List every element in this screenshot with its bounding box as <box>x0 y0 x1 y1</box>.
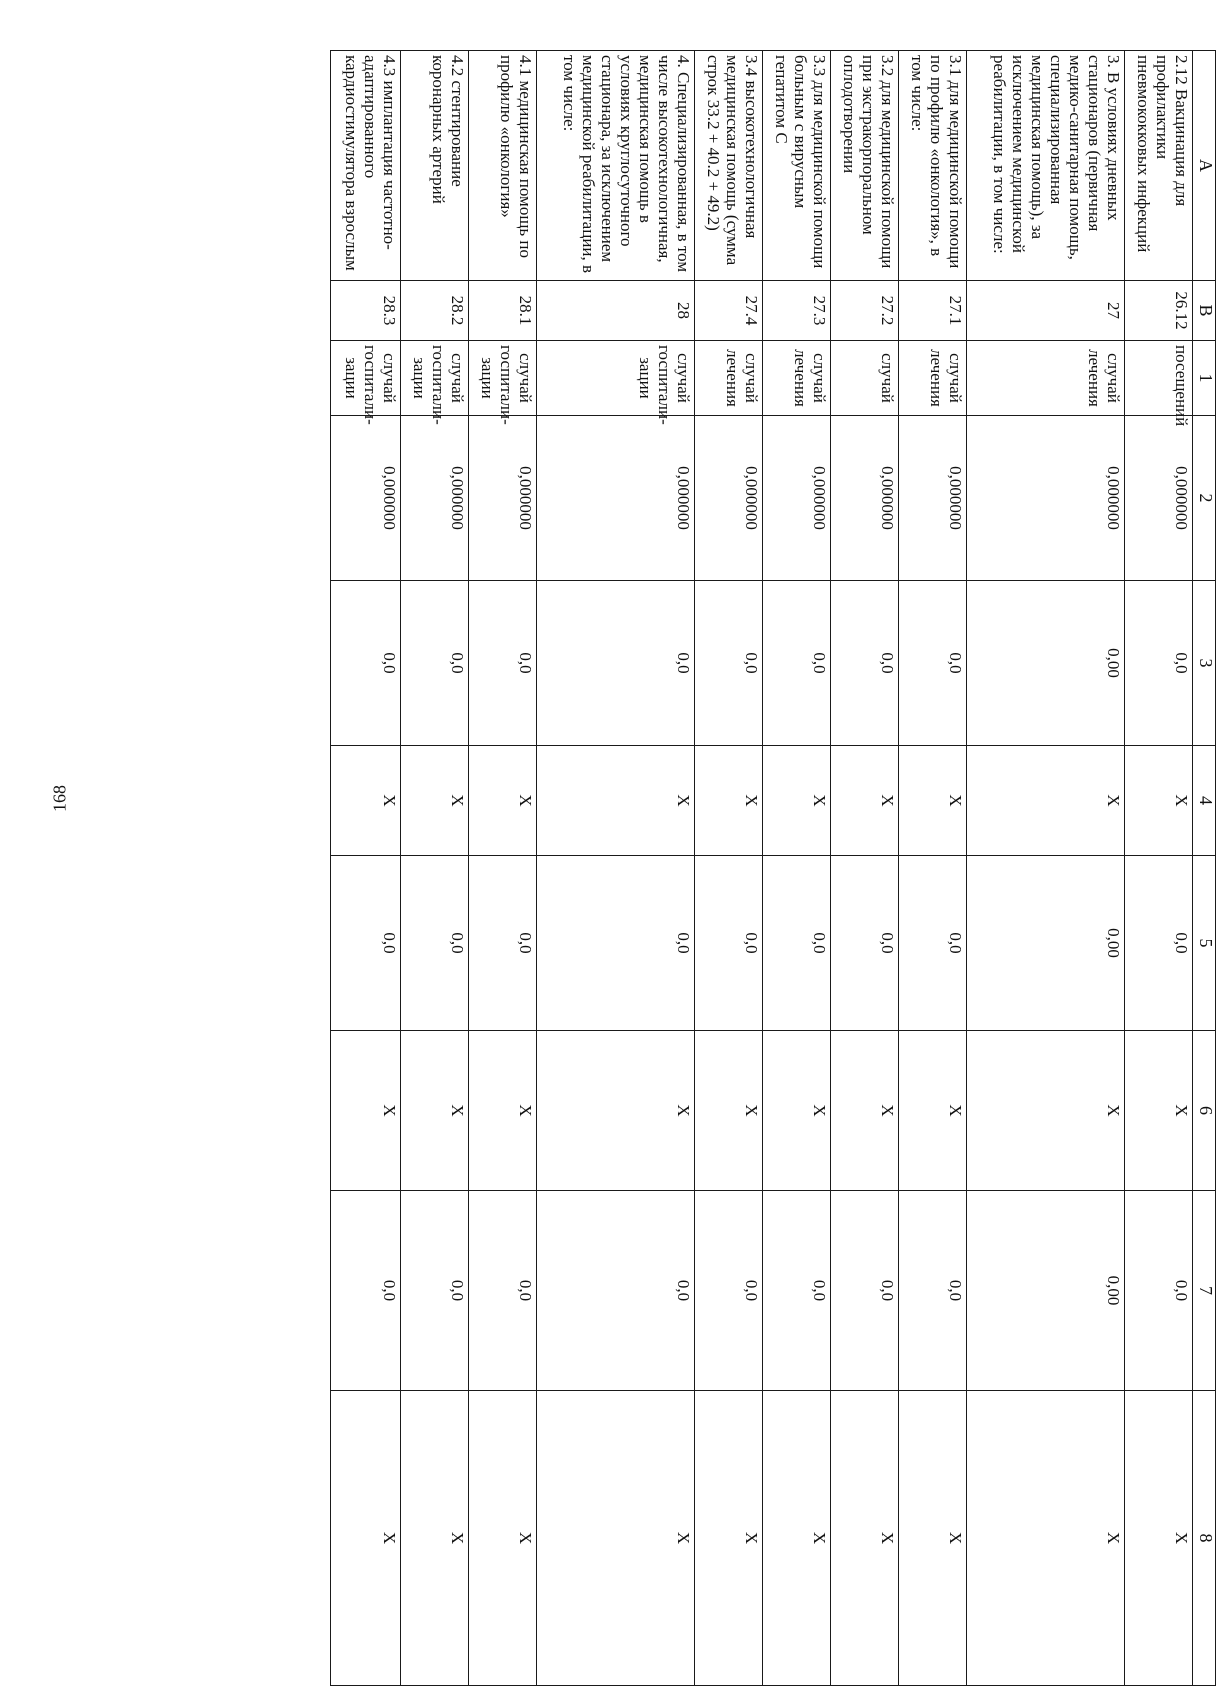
value-cell-7: 0,0 <box>763 1191 831 1391</box>
data-table <box>330 50 1216 1686</box>
header-cell: B <box>1193 281 1216 341</box>
row-code-cell: 28 <box>537 281 695 341</box>
header-cell: 8 <box>1193 1391 1216 1686</box>
row-code-cell: 28.2 <box>401 281 469 341</box>
value-cell-5: 0,0 <box>331 856 401 1031</box>
value-cell-7: 0,0 <box>1125 1191 1193 1391</box>
unit-cell: случай госпитали-зации <box>401 341 469 416</box>
row-label-cell: 3.3 для медицинской помощи больным с вирусным гепатитом С <box>763 51 831 281</box>
row-label-cell: 3. В условиях дневных стационаров (первичная медико-санитарная помощь, специализированная медицинская помощь), за исключением медицинской реабилитации, в том числе: <box>967 51 1125 281</box>
table-row <box>401 51 469 1686</box>
value-cell-2: 0,000000 <box>899 416 967 581</box>
header-cell: 6 <box>1193 1031 1216 1191</box>
row-code-cell: 27.2 <box>831 281 899 341</box>
value-cell-3: 0,00 <box>967 581 1125 746</box>
value-cell-5: 0,0 <box>899 856 967 1031</box>
header-cell: A <box>1193 51 1216 281</box>
value-cell-8: X <box>899 1391 967 1686</box>
value-cell-8: X <box>469 1391 537 1686</box>
row-code-cell: 28.1 <box>469 281 537 341</box>
value-cell-5: 0,0 <box>763 856 831 1031</box>
value-cell-2: 0,000000 <box>695 416 763 581</box>
value-cell-3: 0,0 <box>695 581 763 746</box>
value-cell-3: 0,0 <box>469 581 537 746</box>
table-row <box>1125 51 1193 1686</box>
value-cell-4: X <box>831 746 899 856</box>
value-cell-8: X <box>331 1391 401 1686</box>
value-cell-8: X <box>537 1391 695 1686</box>
value-cell-4: X <box>899 746 967 856</box>
table-row <box>763 51 831 1686</box>
value-cell-5: 0,00 <box>967 856 1125 1031</box>
value-cell-8: X <box>1125 1391 1193 1686</box>
value-cell-6: X <box>401 1031 469 1191</box>
header-cell: 4 <box>1193 746 1216 856</box>
header-cell: 5 <box>1193 856 1216 1031</box>
value-cell-7: 0,0 <box>899 1191 967 1391</box>
row-code-cell: 27 <box>967 281 1125 341</box>
table-row <box>899 51 967 1686</box>
row-label-cell: 3.1 для медицинской помощи по профилю «онкология», в том числе: <box>899 51 967 281</box>
value-cell-2: 0,000000 <box>763 416 831 581</box>
unit-cell: случай госпитали-зации <box>469 341 537 416</box>
value-cell-8: X <box>401 1391 469 1686</box>
value-cell-8: X <box>831 1391 899 1686</box>
unit-cell: случай лечения <box>899 341 967 416</box>
value-cell-6: X <box>469 1031 537 1191</box>
value-cell-5: 0,0 <box>695 856 763 1031</box>
value-cell-2: 0,000000 <box>469 416 537 581</box>
value-cell-4: X <box>1125 746 1193 856</box>
unit-cell: случай лечения <box>763 341 831 416</box>
value-cell-8: X <box>695 1391 763 1686</box>
table-row <box>695 51 763 1686</box>
value-cell-3: 0,0 <box>763 581 831 746</box>
value-cell-3: 0,0 <box>1125 581 1193 746</box>
value-cell-4: X <box>967 746 1125 856</box>
value-cell-8: X <box>967 1391 1125 1686</box>
row-code-cell: 27.3 <box>763 281 831 341</box>
row-label-cell: 4.1 медицинская помощь по профилю «онкология» <box>469 51 537 281</box>
unit-cell: случай лечения <box>967 341 1125 416</box>
value-cell-4: X <box>331 746 401 856</box>
row-label-cell: 4.2 стентирование коронарных артерий <box>401 51 469 281</box>
value-cell-7: 0,00 <box>967 1191 1125 1391</box>
value-cell-2: 0,000000 <box>331 416 401 581</box>
value-cell-6: X <box>695 1031 763 1191</box>
table-row <box>831 51 899 1686</box>
value-cell-5: 0,0 <box>1125 856 1193 1031</box>
row-code-cell: 27.1 <box>899 281 967 341</box>
unit-cell: случай госпитали-зации <box>331 341 401 416</box>
value-cell-4: X <box>401 746 469 856</box>
value-cell-6: X <box>967 1031 1125 1191</box>
table-row <box>331 51 401 1686</box>
unit-cell: посещений <box>1125 341 1193 416</box>
value-cell-2: 0,000000 <box>537 416 695 581</box>
value-cell-5: 0,0 <box>537 856 695 1031</box>
header-cell: 2 <box>1193 416 1216 581</box>
unit-cell: случай <box>831 341 899 416</box>
value-cell-7: 0,0 <box>537 1191 695 1391</box>
row-code-cell: 28.3 <box>331 281 401 341</box>
value-cell-6: X <box>537 1031 695 1191</box>
row-code-cell: 27.4 <box>695 281 763 341</box>
value-cell-8: X <box>763 1391 831 1686</box>
value-cell-6: X <box>899 1031 967 1191</box>
row-code-cell: 26.12 <box>1125 281 1193 341</box>
table-row <box>469 51 537 1686</box>
value-cell-3: 0,0 <box>331 581 401 746</box>
value-cell-2: 0,000000 <box>967 416 1125 581</box>
row-label-cell: 3.4 высокотехнологичная медицинская помощь (сумма строк 33.2 + 40.2 + 49.2) <box>695 51 763 281</box>
rotated-table-container <box>99 50 1216 1685</box>
value-cell-5: 0,0 <box>831 856 899 1031</box>
value-cell-5: 0,0 <box>401 856 469 1031</box>
value-cell-7: 0,0 <box>331 1191 401 1391</box>
value-cell-4: X <box>469 746 537 856</box>
value-cell-6: X <box>1125 1031 1193 1191</box>
value-cell-3: 0,0 <box>831 581 899 746</box>
row-label-cell: 3.2 для медицинской помощи при экстракорпоральном оплодотворении <box>831 51 899 281</box>
value-cell-7: 0,0 <box>401 1191 469 1391</box>
value-cell-7: 0,0 <box>469 1191 537 1391</box>
value-cell-3: 0,0 <box>401 581 469 746</box>
row-label-cell: 2.12 Вакцинация для профилактики пневмококковых инфекций <box>1125 51 1193 281</box>
table-row <box>537 51 695 1686</box>
value-cell-3: 0,0 <box>537 581 695 746</box>
value-cell-2: 0,000000 <box>401 416 469 581</box>
value-cell-6: X <box>763 1031 831 1191</box>
value-cell-6: X <box>831 1031 899 1191</box>
value-cell-5: 0,0 <box>469 856 537 1031</box>
value-cell-7: 0,0 <box>831 1191 899 1391</box>
value-cell-7: 0,0 <box>695 1191 763 1391</box>
header-row <box>1193 51 1216 1686</box>
value-cell-4: X <box>763 746 831 856</box>
row-label-cell: 4.3 имплантация частотно-адаптированного кардиостимулятора взрослым <box>331 51 401 281</box>
unit-cell: случай госпитали-зации <box>537 341 695 416</box>
value-cell-2: 0,000000 <box>1125 416 1193 581</box>
page-number: 168 <box>49 785 70 812</box>
value-cell-4: X <box>695 746 763 856</box>
value-cell-6: X <box>331 1031 401 1191</box>
row-label-cell: 4. Специализированная, в том числе высокотехнологичная, медицинская помощь в условиях круглосуточного стационара, за исключением медицинской реабилитации, в том числе: <box>537 51 695 281</box>
header-cell: 7 <box>1193 1191 1216 1391</box>
unit-cell: случай лечения <box>695 341 763 416</box>
value-cell-2: 0,000000 <box>831 416 899 581</box>
header-cell: 3 <box>1193 581 1216 746</box>
value-cell-3: 0,0 <box>899 581 967 746</box>
table-row <box>967 51 1125 1686</box>
value-cell-4: X <box>537 746 695 856</box>
header-cell: 1 <box>1193 341 1216 416</box>
